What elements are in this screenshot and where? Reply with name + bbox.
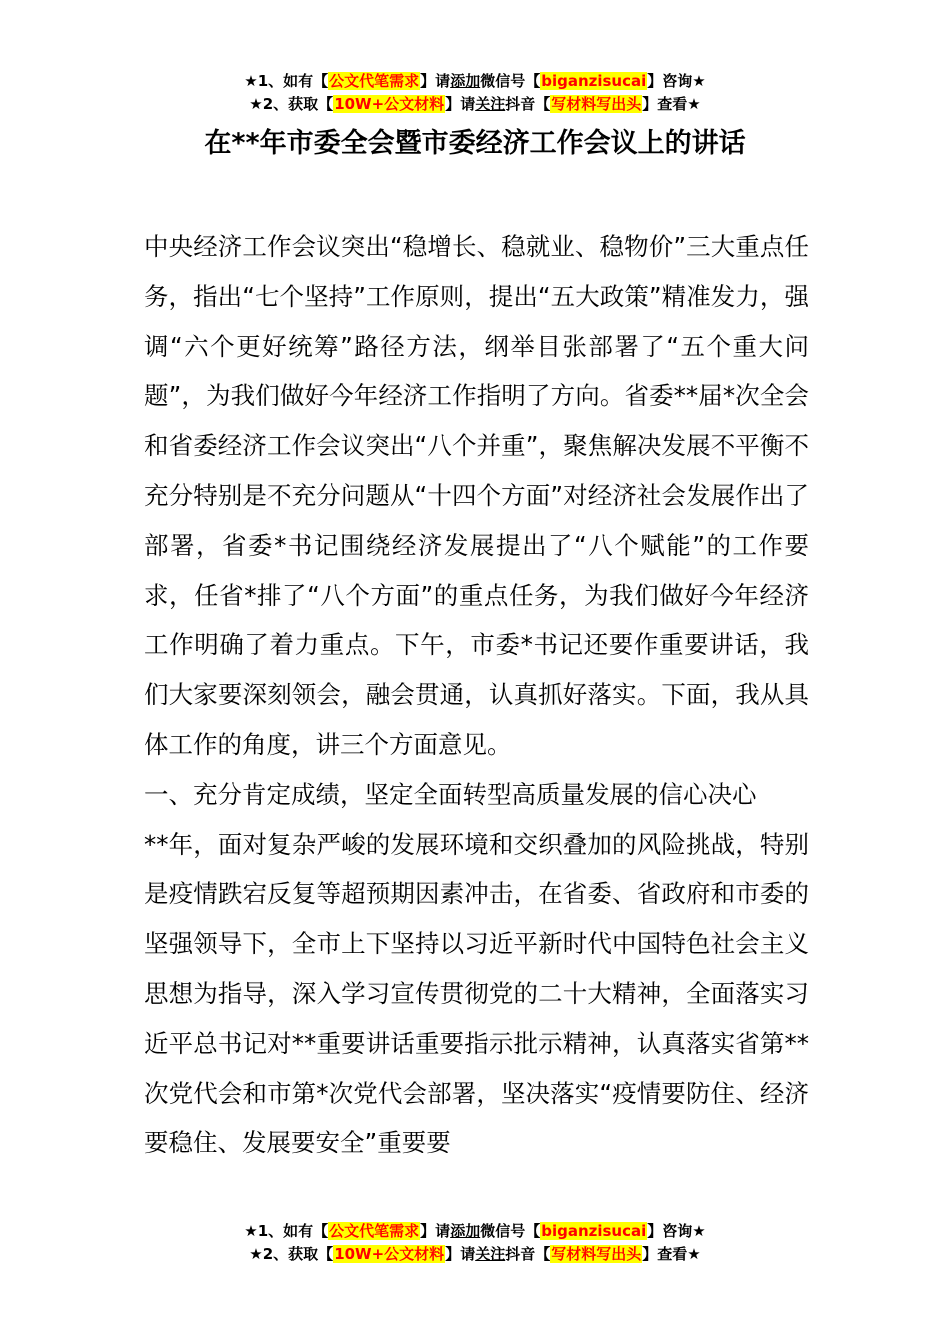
promo-underline: 添加 bbox=[450, 1222, 481, 1240]
promo-line-1 bbox=[0, 1220, 950, 1243]
promo-text: 】请 bbox=[445, 1245, 476, 1263]
promo-highlight: 写材料写出头 bbox=[551, 1245, 642, 1263]
promo-text: 抖音【 bbox=[505, 95, 551, 113]
promo-underline: 添加 bbox=[450, 72, 481, 90]
promo-text: 】请 bbox=[445, 95, 476, 113]
promo-text: ★1、如有【 bbox=[244, 1222, 329, 1240]
promo-highlight: 10W+公文材料 bbox=[334, 95, 445, 113]
document-body bbox=[144, 222, 809, 1168]
promo-highlight: biganzisucai bbox=[541, 72, 647, 90]
promo-underline: 关注 bbox=[475, 1245, 506, 1263]
document-title: 在**年市委全会暨市委经济工作会议上的讲话 bbox=[204, 128, 746, 159]
body-paragraph-intro: 中央经济工作会议突出“稳增长、稳就业、稳物价”三大重点任务，指出“七个坚持”工作原则，提出“五大政策”精准发力，强调“六个更好统筹”路径方法，纲举目张部署了“五个重大问题”，为我们做好今年经济工作指明了方向。省委**届*次全会和省委经济工作会议突出“八个并重”，聚焦解决发展不平衡不充分特别是不充分问题从“十四个方面”对经济社会发展作出了部署，省委*书记围绕经济发展提出了“八个赋能”的工作要求，任省*排了“八个方面”的重点任务，为我们做好今年经济工作明确了着力重点。下午，市委*书记还要作重要讲话，我们大家要深刻领会，融会贯通，认真抓好落实。下面，我从具体工作的角度，讲三个方面意见。 bbox=[144, 232, 809, 759]
promo-highlight: 公文代笔需求 bbox=[329, 1222, 420, 1240]
promo-text: ★2、获取【 bbox=[249, 1245, 334, 1263]
promo-highlight: 公文代笔需求 bbox=[329, 72, 420, 90]
promo-text: ★1、如有【 bbox=[244, 72, 329, 90]
promo-text: 微信号【 bbox=[480, 1222, 541, 1240]
promo-text: 微信号【 bbox=[480, 72, 541, 90]
promo-text: 抖音【 bbox=[505, 1245, 551, 1263]
section-heading-1: 一、充分肯定成绩，坚定全面转型高质量发展的信心决心 bbox=[144, 779, 757, 809]
promo-line-2 bbox=[0, 93, 950, 116]
promo-highlight: 10W+公文材料 bbox=[334, 1245, 445, 1263]
promo-underline: 关注 bbox=[475, 95, 506, 113]
promo-text: ★2、获取【 bbox=[249, 95, 334, 113]
promo-highlight: biganzisucai bbox=[541, 1222, 647, 1240]
header-promo-banner bbox=[0, 70, 950, 116]
promo-line-1 bbox=[0, 70, 950, 93]
promo-text: 】查看★ bbox=[642, 95, 701, 113]
promo-text: 】请 bbox=[420, 1222, 451, 1240]
body-paragraph-review: **年，面对复杂严峻的发展环境和交织叠加的风险挑战，特别是疫情跌宕反复等超预期因素冲击，在省委、省政府和市委的坚强领导下，全市上下坚持以习近平新时代中国特色社会主义思想为指导，深入学习宣传贯彻党的二十大精神，全面落实习近平总书记对**重要讲话重要指示批示精神，认真落实省第**次党代会和市第*次党代会部署，坚决落实“疫情要防住、经济要稳住、发展要安全”重要要 bbox=[144, 829, 809, 1158]
promo-line-2 bbox=[0, 1243, 950, 1266]
promo-text: 】查看★ bbox=[642, 1245, 701, 1263]
footer-promo-banner bbox=[0, 1220, 950, 1266]
promo-text: 】请 bbox=[420, 72, 451, 90]
promo-highlight: 写材料写出头 bbox=[551, 95, 642, 113]
promo-text: 】咨询★ bbox=[647, 1222, 706, 1240]
promo-text: 】咨询★ bbox=[647, 72, 706, 90]
